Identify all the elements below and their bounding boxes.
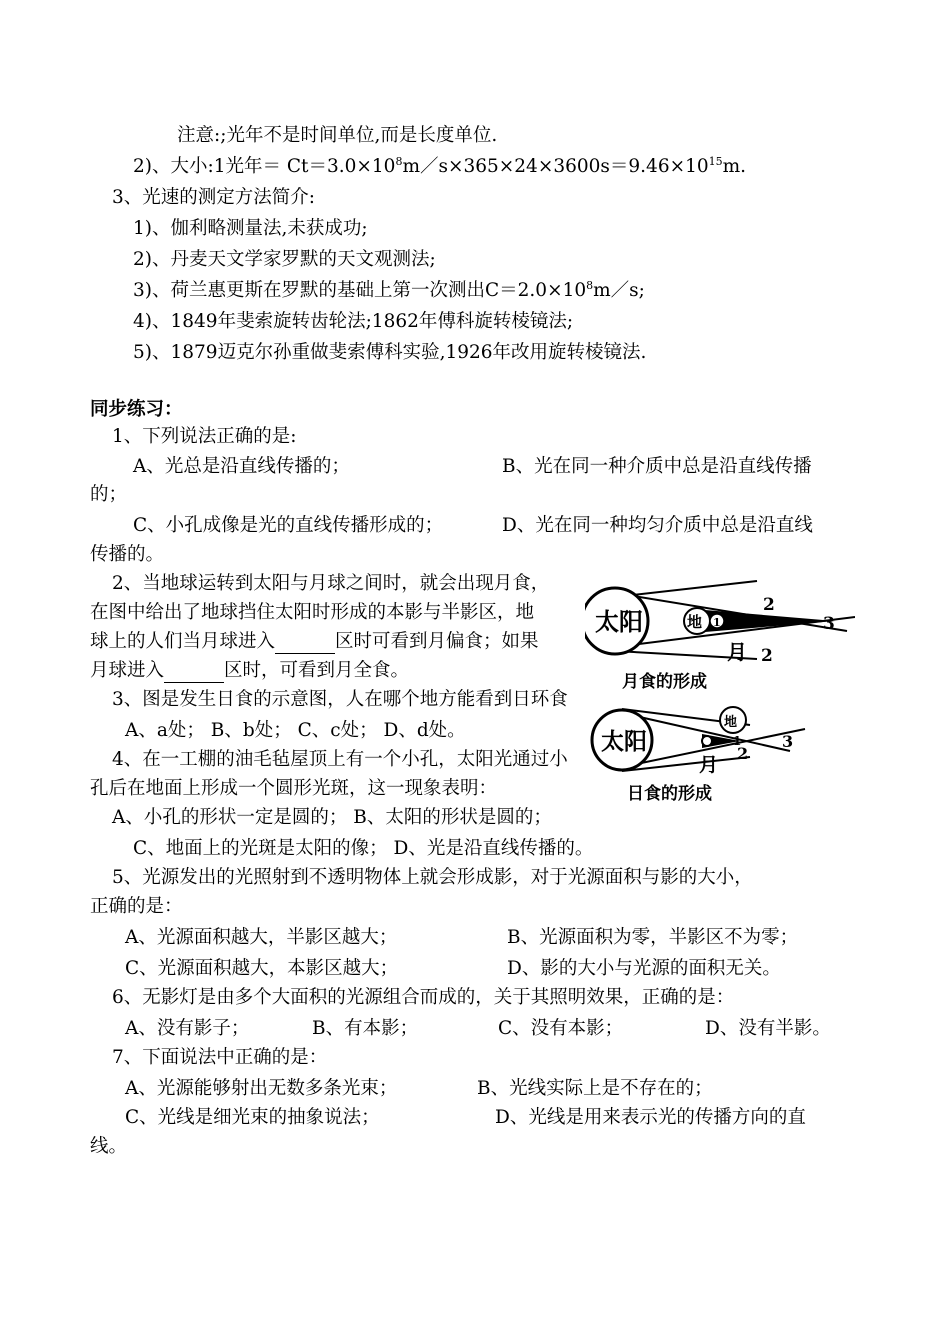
question-7: 7、下面说法中正确的是：	[112, 1047, 328, 1068]
solar-eclipse-svg	[590, 705, 810, 780]
question-5-line-1: 5、光源发出的光照射到不透明物体上就会形成影，对于光源面积与影的大小，	[112, 867, 753, 888]
question-3: 3、图是发生日食的示意图，人在哪个地方能看到日环食	[112, 689, 568, 710]
q1-option-d-continued: 传播的。	[90, 544, 165, 565]
q6-option-d: D、没有半影。	[705, 1018, 831, 1039]
q4-options-ab: A、小孔的形状一定是圆的； B、太阳的形状是圆的；	[112, 807, 552, 828]
method-4: 4)、1849年斐索旋转齿轮法;1862年傅科旋转棱镜法;	[133, 311, 574, 332]
question-5-line-2: 正确的是：	[90, 896, 183, 917]
q2-line-3-end: 区时可看到月偏食；如果	[335, 631, 539, 652]
q1-option-b-continued: 的；	[90, 484, 128, 505]
method-2: 2)、丹麦天文学家罗默的天文观测法;	[133, 249, 436, 270]
method-1: 1)、伽利略测量法,未获成功;	[133, 218, 368, 239]
question-2-line-3	[90, 630, 539, 654]
size-exponent-15: 15	[708, 154, 723, 168]
method-5: 5)、1879迈克尔孙重做斐索傅科实验,1926年改用旋转棱镜法.	[133, 342, 647, 363]
question-4-line-2: 孔后在地面上形成一个圆形光斑，这一现象表明：	[90, 778, 498, 799]
method-3-exponent: 8	[586, 278, 594, 292]
zone-1-label: 1	[713, 616, 721, 629]
solar-moon-circle	[702, 736, 712, 746]
q2-line-4-start: 月球进入	[90, 660, 165, 681]
q4-options-cd: C、地面上的光斑是太阳的像； D、光是沿直线传播的。	[133, 838, 594, 859]
q2-line-3-start: 球上的人们当月球进入	[90, 631, 276, 652]
answer-blank-2[interactable]	[164, 664, 224, 683]
lightyear-size-line	[133, 155, 746, 179]
q7-option-d-continued: 线。	[90, 1136, 128, 1157]
lunar-eclipse-svg	[585, 575, 855, 670]
method-3-suffix: m／s;	[593, 280, 645, 301]
earth-label: 地	[687, 613, 703, 631]
solar-zone-2-label: 2	[737, 744, 749, 763]
question-6: 6、无影灯是由多个大面积的光源组合而成的，关于其照明效果，正确的是：	[112, 987, 735, 1008]
question-2-line-2: 在图中给出了地球挡住太阳时形成的本影与半影区，地	[90, 602, 535, 623]
solar-eclipse-caption: 日食的形成	[627, 784, 712, 804]
q7-option-c: C、光线是细光束的抽象说法；	[125, 1107, 380, 1128]
size-prefix: 2)、大小:1光年＝ Ct＝3.0×10	[133, 156, 396, 177]
q1-option-d: D、光在同一种均匀介质中总是沿直线	[502, 515, 813, 536]
question-4-line-1: 4、在一工棚的油毛毡屋顶上有一个小孔，太阳光通过小	[112, 749, 568, 770]
method-3	[133, 279, 645, 303]
solar-eclipse-diagram	[590, 705, 810, 780]
lunar-eclipse-diagram	[585, 575, 855, 670]
size-middle: m／s×365×24×3600s＝9.46×10	[402, 156, 709, 177]
solar-earth-label: 地	[724, 715, 738, 730]
q5-option-c: C、光源面积越大，本影区越大；	[125, 958, 399, 979]
solar-zone-3-label: 3	[782, 732, 794, 751]
sun-label: 太阳	[595, 607, 643, 636]
zone-2a-label: 2	[763, 595, 775, 615]
q5-option-b: B、光源面积为零，半影区不为零；	[507, 927, 799, 948]
answer-blank-1[interactable]	[275, 635, 335, 654]
q1-option-c: C、小孔成像是光的直线传播形成的；	[133, 515, 444, 536]
q6-option-a: A、没有影子；	[125, 1018, 250, 1039]
lunar-eclipse-caption: 月食的形成	[622, 672, 707, 692]
question-1: 1、下列说法正确的是:	[112, 426, 297, 447]
q7-option-b: B、光线实际上是不存在的；	[477, 1078, 713, 1099]
question-2-line-4	[90, 659, 409, 683]
zone-3-label: 3	[823, 614, 835, 634]
zone-2b-label: 2	[761, 646, 773, 666]
size-suffix: m.	[722, 156, 747, 177]
q7-option-a: A、光源能够射出无数多条光束；	[125, 1078, 398, 1099]
solar-moon-label: 月	[699, 754, 719, 776]
q1-option-b: B、光在同一种介质中总是沿直线传播	[502, 456, 812, 477]
q1-option-a: A、光总是沿直线传播的；	[133, 456, 350, 477]
q3-options: A、a处； B、b处； C、c处； D、d处。	[125, 720, 466, 741]
moon-label: 月	[727, 640, 747, 664]
method-3-prefix: 3)、荷兰惠更斯在罗默的基础上第一次测出C＝2.0×10	[133, 280, 587, 301]
q6-option-b: B、有本影；	[312, 1018, 419, 1039]
note-line: 注意:;光年不是时间单位,而是长度单位.	[177, 125, 498, 146]
q2-line-4-end: 区时，可看到月全食。	[224, 660, 410, 681]
question-2-line-1: 2、当地球运转到太阳与月球之间时，就会出现月食，	[112, 573, 550, 594]
solar-zone-1-label: 1	[733, 734, 742, 748]
size-exponent-8: 8	[395, 154, 403, 168]
solar-sun-label: 太阳	[601, 728, 647, 755]
q5-option-a: A、光源面积越大，半影区越大；	[125, 927, 398, 948]
methods-title: 3、光速的测定方法简介:	[112, 187, 316, 208]
q5-option-d: D、影的大小与光源的面积无关。	[507, 958, 781, 979]
q7-option-d: D、光线是用来表示光的传播方向的直	[495, 1107, 806, 1128]
q6-option-c: C、没有本影；	[498, 1018, 624, 1039]
exercise-heading: 同步练习：	[90, 399, 183, 420]
